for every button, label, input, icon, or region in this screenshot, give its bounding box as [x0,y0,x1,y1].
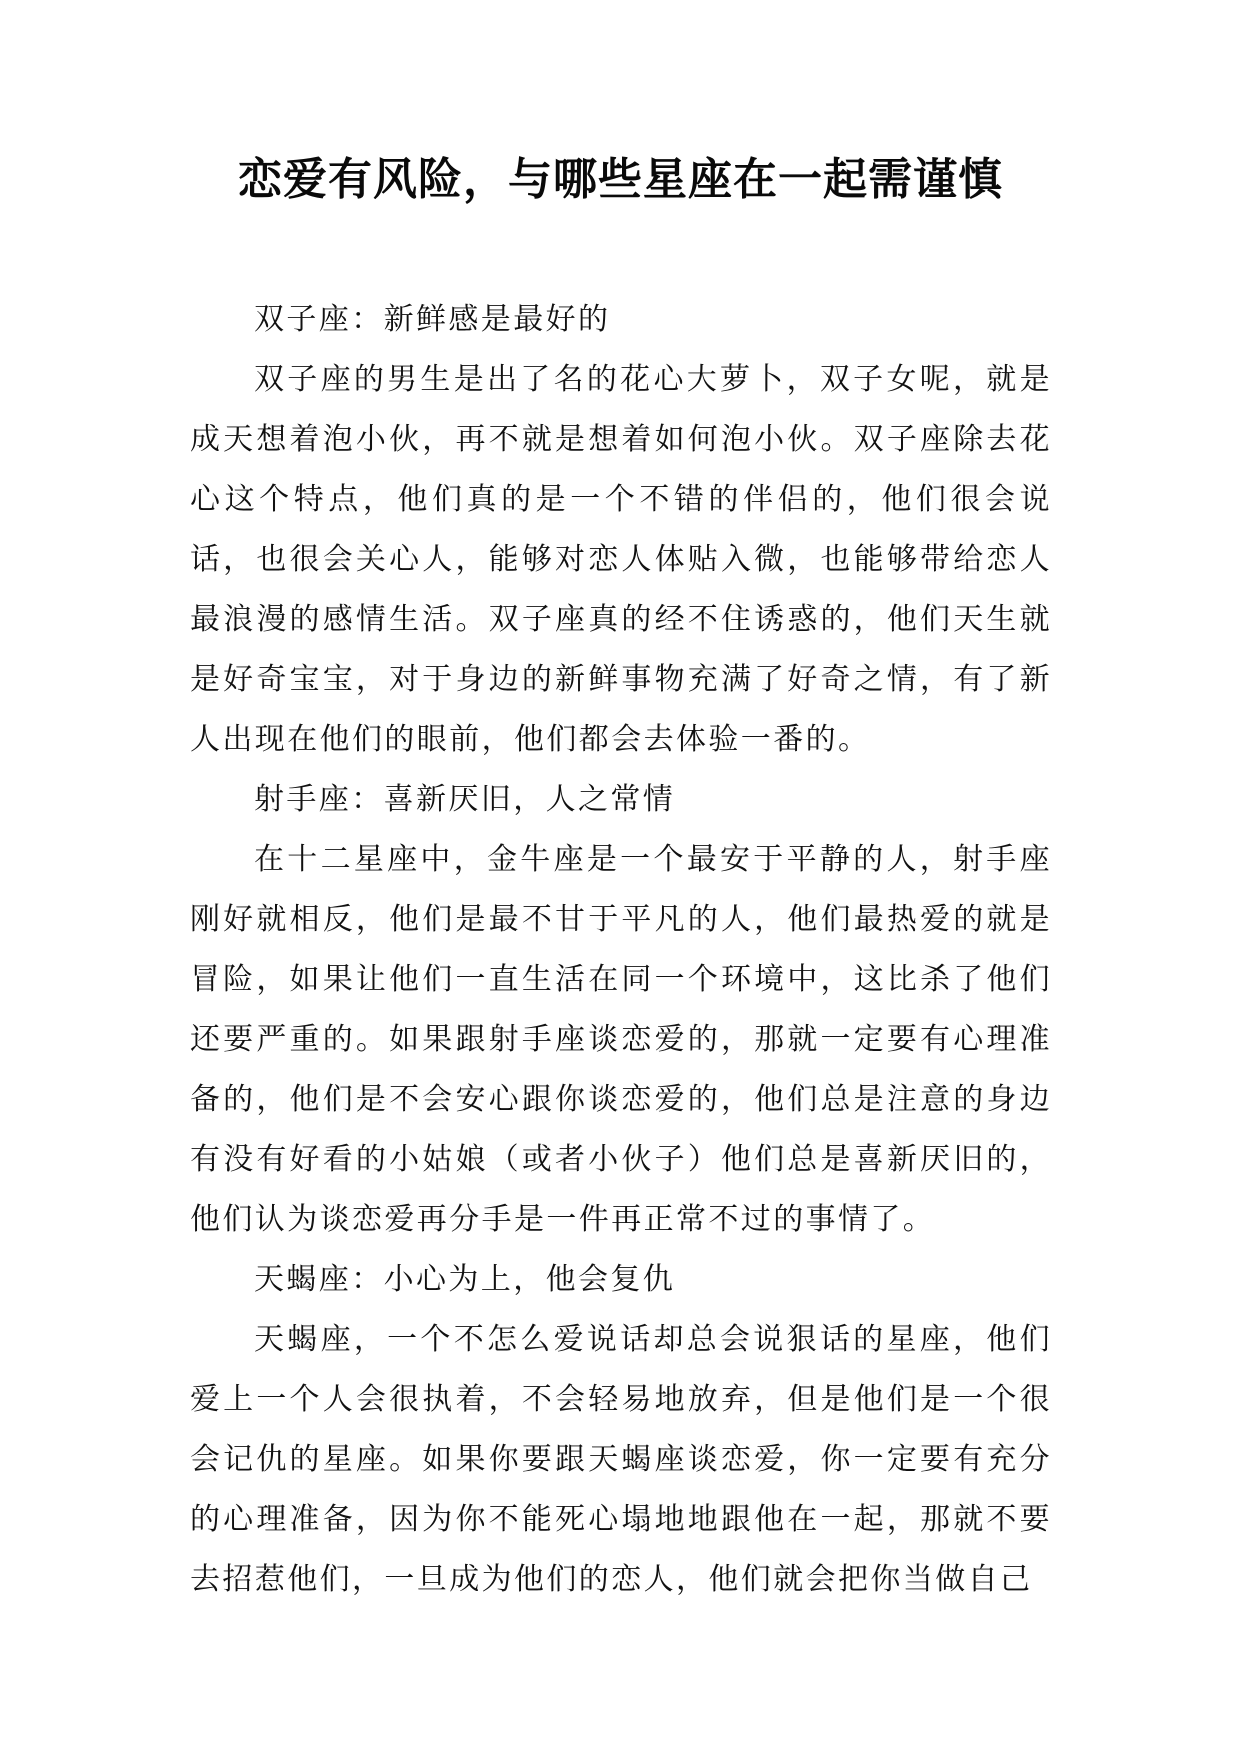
paragraph-sagittarius: 在十二星座中，金牛座是一个最安于平静的人，射手座刚好就相反，他们是最不甘于平凡的人，他们最热爱的就是冒险，如果让他们一直生活在同一个环境中，这比杀了他们还要严重的。如果跟射手座谈恋爱的，那就一定要有心理准备的，他们是不会安心跟你谈恋爱的，他们总是注意的身边有没有好看的小姑娘（或者小伙子）他们总是喜新厌旧的，他们认为谈恋爱再分手是一件再正常不过的事情了。 [190,842,1052,1237]
section-heading-sagittarius: 射手座：喜新厌旧，人之常情 [254,782,676,817]
section-heading-scorpio: 天蝎座：小心为上，他会复仇 [254,1262,676,1297]
paragraph-gemini: 双子座的男生是出了名的花心大萝卜，双子女呢，就是成天想着泡小伙，再不就是想着如何泡小伙。双子座除去花心这个特点，他们真的是一个不错的伴侣的，他们很会说话，也很会关心人，能够对恋人体贴入微，也能够带给恋人最浪漫的感情生活。双子座真的经不住诱惑的，他们天生就是好奇宝宝，对于身边的新鲜事物充满了好奇之情，有了新人出现在他们的眼前，他们都会去体验一番的。 [190,362,1052,757]
paragraph-scorpio: 天蝎座，一个不怎么爱说话却总会说狠话的星座，他们爱上一个人会很执着，不会轻易地放弃，但是他们是一个很会记仇的星座。如果你要跟天蝎座谈恋爱，你一定要有充分的心理准备，因为你不能死心塌地地跟他在一起，那就不要去招惹他们，一旦成为他们的恋人，他们就会把你当做自己 [190,1322,1052,1597]
document-title: 恋爱有风险，与哪些星座在一起需谨慎 [238,154,1003,205]
section-heading-gemini: 双子座：新鲜感是最好的 [254,302,611,337]
document-body [190,290,1052,1610]
